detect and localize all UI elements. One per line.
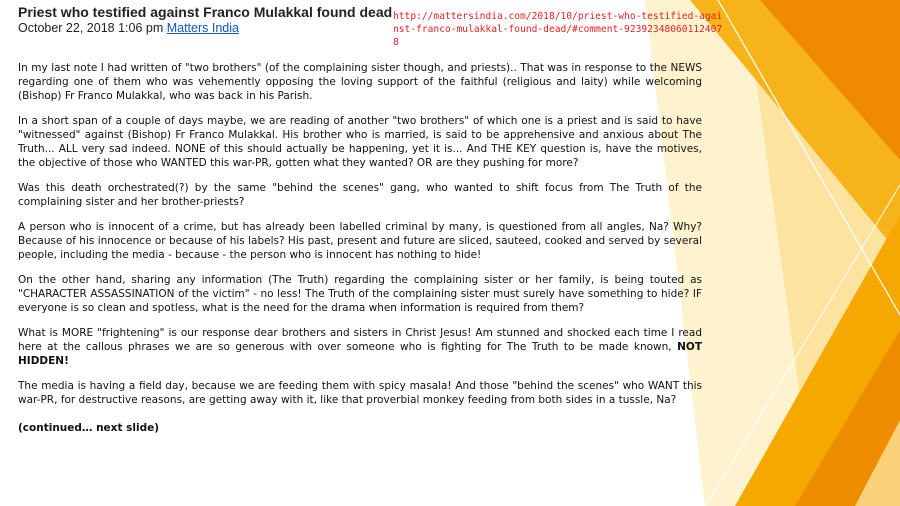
continued-note: (continued… next slide) <box>18 422 160 434</box>
article-title: Priest who testified against Franco Mulakkal found dead <box>18 4 393 20</box>
paragraph: A person who is innocent of a crime, but has already been labelled criminal by many, is questioned from all angles, Na? Why? Because of his innocence or because of his labels? His past, present and future are sliced, sauteed, cooked and served by several people, including the media - because - the person who is innocent has nothing to hide! <box>18 221 702 261</box>
paragraph: The media is having a field day, because we are feeding them with spicy masala! And those "behind the scenes" who WANT this war-PR, for destructive reasons, are getting away with it, like that proverbial monkey feeding from both sides in a tussle, Na? <box>18 380 702 406</box>
article-dateline <box>18 20 392 36</box>
article-date: October 22, 2018 1:06 pm <box>18 21 164 35</box>
paragraph: Was this death orchestrated(?) by the same "behind the scenes" gang, who wanted to shift focus from The Truth of the complaining sister and her brother-priests? <box>18 182 702 208</box>
paragraph: In my last note I had written of "two brothers" (of the complaining sister though, and priests).. That was in response to the NEWS regarding one of them who was vehemently opposing the loving support of the faithful (religious and laity) while welcoming (Bishop) Fr Franco Mulakkal, who was back in his Parish. <box>18 62 702 102</box>
comment-body <box>18 61 702 446</box>
paragraph: In a short span of a couple of days maybe, we are reading of another "two brothers" of which one is a priest and is said to have "witnessed" against (Bishop) Fr Franco Mulakkal. His brother who is married, is said to be apprehensive and anxious about The Truth... ALL very sad indeed. NONE of this should actually be happening, yet it is... And THE KEY question is, have the motives, the objective of those who WANTED this war-PR, gotten what they wanted? OR are they pushing for more? <box>18 115 702 169</box>
paragraph <box>18 326 702 368</box>
article-header <box>18 4 392 36</box>
source-url[interactable]: http://mattersindia.com/2018/10/priest-who-testified-against-franco-mulakkal-found-dead/#comment-923923480601124078 <box>393 11 723 48</box>
paragraph-text: What is MORE "frightening" is our response dear brothers and sisters in Christ Jesus! Am stunned and shocked each time I read here at the callous phrases we are so generous with over someone who is fighting for The Truth to be made known, <box>18 327 702 353</box>
paragraph: On the other hand, sharing any information (The Truth) regarding the complaining sister or her family, is being touted as "CHARACTER ASSASSINATION of the victim" - no less! The Truth of the complaining sister must surely have something to hide? IF everyone is so clean and spotless, what is the need for the drama when information is required from them? <box>18 274 702 314</box>
source-link[interactable]: Matters India <box>166 21 239 35</box>
bold-emphasis: NOT HIDDEN! <box>18 341 702 367</box>
